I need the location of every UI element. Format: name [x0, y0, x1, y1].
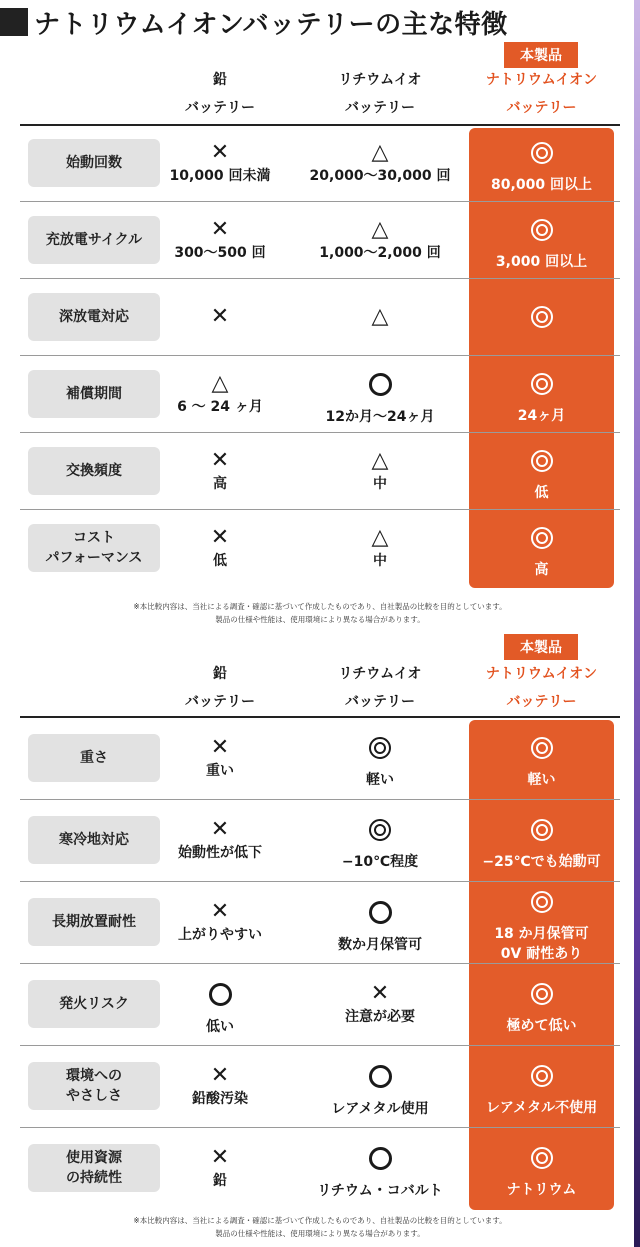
double-circle-mark-icon — [469, 304, 614, 339]
footnote-2-line1: ※本比較内容は、当社による調査・確認に基づいて作成したものであり、自社製品の比較を目的としています。 — [133, 1216, 507, 1225]
cell-value: 注意が必要 — [345, 1009, 415, 1025]
cell-lead — [150, 304, 290, 330]
cell-value: レアメタル使用 — [331, 1101, 429, 1117]
cell-sodium — [469, 1145, 614, 1200]
cell-lead — [150, 735, 290, 781]
cell-sodium — [469, 371, 614, 426]
cell-value: 中 — [373, 552, 387, 569]
footnote-2 — [0, 1214, 640, 1240]
cell-lithium — [300, 981, 460, 1027]
header-lithium-line1: リチウムイオ — [338, 72, 422, 88]
table-row — [20, 278, 620, 355]
cell-lithium — [300, 735, 460, 790]
header-lithium-line2: バッテリー — [345, 100, 415, 116]
cell-sodium — [469, 448, 614, 503]
cell-lead — [150, 1145, 290, 1191]
table-row — [20, 1045, 620, 1127]
double-circle-mark-icon — [469, 140, 614, 175]
header-sodium — [469, 66, 614, 122]
table-row — [20, 432, 620, 509]
cell-lithium — [300, 304, 460, 330]
cell-lithium — [300, 448, 460, 494]
cell-lithium — [300, 817, 460, 872]
header-lithium-line1: リチウムイオ — [338, 666, 422, 682]
table-row — [20, 717, 620, 799]
page-title-text: ナトリウムイオンバッテリーの主な特徴 — [34, 9, 508, 40]
table-row — [20, 799, 620, 881]
double-circle-mark-icon — [300, 817, 460, 852]
cell-lead — [150, 140, 290, 186]
cell-sodium — [469, 1063, 614, 1118]
table-row — [20, 509, 620, 586]
comparison-section-2 — [0, 634, 640, 1247]
table-row — [20, 1127, 620, 1209]
cell-value: −25℃でも始動可 — [482, 854, 601, 870]
row-label: 寒冷地対応 — [28, 816, 160, 864]
double-circle-mark-icon — [469, 448, 614, 483]
cell-value: 上がりやすい — [178, 927, 262, 943]
cell-sodium — [469, 140, 614, 195]
row-label: 始動回数 — [28, 139, 160, 187]
header-sodium-line1: ナトリウムイオン — [485, 666, 598, 682]
cell-lithium — [300, 1145, 460, 1201]
circle-mark-icon — [150, 981, 290, 1017]
cell-value: 重い — [206, 763, 234, 779]
table-row — [20, 201, 620, 278]
double-circle-mark-icon — [469, 217, 614, 252]
row-label: 交換頻度 — [28, 447, 160, 495]
cell-lithium — [300, 217, 460, 263]
header-lithium — [300, 660, 460, 716]
cell-sodium — [469, 525, 614, 580]
header-sodium-line1: ナトリウムイオン — [485, 72, 598, 88]
double-circle-mark-icon — [300, 735, 460, 770]
cell-value: 鉛 — [213, 1173, 227, 1189]
row-label: 長期放置耐性 — [28, 898, 160, 946]
cell-value: 300〜500 回 — [174, 244, 266, 261]
cross-mark-icon: ✕ — [210, 817, 230, 842]
product-badge: 本製品 — [504, 42, 578, 68]
table-row — [20, 124, 620, 201]
row-label: 充放電サイクル — [28, 216, 160, 264]
cell-lithium — [300, 1063, 460, 1119]
cross-mark-icon: ✕ — [210, 216, 230, 242]
cell-value: 3,000 回以上 — [495, 253, 588, 270]
cell-lead — [150, 448, 290, 494]
table-row — [20, 963, 620, 1045]
header-sodium — [469, 660, 614, 716]
cell-value: 低 — [534, 484, 549, 501]
cross-mark-icon: ✕ — [210, 303, 230, 329]
cell-value: −10℃程度 — [341, 854, 419, 870]
header-lithium-line2: バッテリー — [345, 694, 415, 710]
row-label: コスト パフォーマンス — [28, 524, 160, 572]
header-lead-line1: 鉛 — [213, 666, 227, 682]
cell-lithium — [300, 371, 460, 427]
cross-mark-icon: ✕ — [210, 1145, 230, 1170]
cell-value: 始動性が低下 — [178, 845, 262, 861]
cell-lead — [150, 899, 290, 945]
cell-value: 12か月〜24ヶ月 — [325, 408, 435, 425]
cross-mark-icon: ✕ — [210, 1063, 230, 1088]
cell-value: レアメタル不使用 — [485, 1100, 598, 1116]
product-badge: 本製品 — [504, 634, 578, 660]
cell-value: 数か月保管可 — [338, 937, 422, 953]
cell-value: 20,000〜30,000 回 — [309, 167, 451, 184]
cell-value: 低 — [213, 552, 227, 569]
cell-value: 低い — [206, 1019, 234, 1035]
cell-value: 極めて低い — [506, 1018, 577, 1034]
cell-sodium — [469, 304, 614, 339]
cell-lead — [150, 371, 290, 417]
footnote-2-line2: 製品の仕様や性能は、使用環境により異なる場合があります。 — [215, 1229, 425, 1238]
cell-value: リチウム・コバルト — [317, 1183, 443, 1199]
circle-mark-icon — [300, 371, 460, 407]
cross-mark-icon: ✕ — [370, 981, 390, 1006]
cell-lead — [150, 1063, 290, 1109]
double-circle-mark-icon — [469, 1145, 614, 1180]
circle-mark-icon — [300, 899, 460, 935]
header-sodium-line2: バッテリー — [506, 694, 577, 710]
cross-mark-icon: ✕ — [210, 899, 230, 924]
cell-lead — [150, 817, 290, 863]
cell-value: 24ヶ月 — [517, 407, 566, 424]
cell-sodium — [469, 735, 614, 790]
triangle-mark-icon: △ — [371, 216, 389, 242]
cell-value: 10,000 回未満 — [169, 167, 271, 184]
cell-lead — [150, 981, 290, 1037]
row-label: 環境への やさしさ — [28, 1062, 160, 1110]
cell-value: 18 か月保管可 0V 耐性あり — [494, 926, 589, 962]
cross-mark-icon: ✕ — [210, 447, 230, 473]
header-sodium-line2: バッテリー — [506, 100, 577, 116]
cell-lithium — [300, 899, 460, 955]
double-circle-mark-icon — [469, 371, 614, 406]
table-row — [20, 881, 620, 963]
cell-value: 1,000〜2,000 回 — [319, 244, 441, 261]
double-circle-mark-icon — [469, 981, 614, 1016]
cell-value: 高 — [534, 561, 549, 578]
cell-sodium — [469, 817, 614, 872]
cell-sodium — [469, 217, 614, 272]
cell-value: 鉛酸汚染 — [192, 1091, 248, 1107]
cell-value: 高 — [213, 475, 227, 492]
header-lithium — [300, 66, 460, 122]
triangle-mark-icon: △ — [371, 524, 389, 550]
header-lead-line2: バッテリー — [185, 100, 255, 116]
cell-value: 軽い — [366, 772, 394, 788]
cell-value: ナトリウム — [506, 1182, 577, 1198]
cell-value: 6 〜 24 ヶ月 — [177, 398, 263, 415]
triangle-mark-icon: △ — [371, 447, 389, 473]
cross-mark-icon: ✕ — [210, 735, 230, 760]
double-circle-mark-icon — [469, 817, 614, 852]
cell-value: 80,000 回以上 — [491, 176, 592, 193]
cross-mark-icon: ✕ — [210, 139, 230, 165]
cell-value: 軽い — [527, 772, 556, 788]
circle-mark-icon — [300, 1063, 460, 1099]
cell-lithium — [300, 140, 460, 186]
cell-sodium — [469, 981, 614, 1036]
cell-lead — [150, 525, 290, 571]
footnote-1 — [0, 600, 640, 626]
row-label: 発火リスク — [28, 980, 160, 1028]
cell-lead — [150, 217, 290, 263]
cell-value: 中 — [373, 475, 387, 492]
row-label: 重さ — [28, 734, 160, 782]
cell-sodium — [469, 889, 614, 964]
double-circle-mark-icon — [469, 889, 614, 924]
footnote-1-line2: 製品の仕様や性能は、使用環境により異なる場合があります。 — [215, 615, 425, 624]
double-circle-mark-icon — [469, 735, 614, 770]
header-lead-line2: バッテリー — [185, 694, 255, 710]
triangle-mark-icon: △ — [371, 139, 389, 165]
triangle-mark-icon: △ — [211, 370, 229, 396]
header-lead-line1: 鉛 — [213, 72, 227, 88]
circle-mark-icon — [300, 1145, 460, 1181]
cross-mark-icon: ✕ — [210, 524, 230, 550]
header-lead — [150, 660, 290, 716]
row-label: 補償期間 — [28, 370, 160, 418]
row-label: 深放電対応 — [28, 293, 160, 341]
double-circle-mark-icon — [469, 1063, 614, 1098]
table-row — [20, 355, 620, 432]
header-lead — [150, 66, 290, 122]
double-circle-mark-icon — [469, 525, 614, 560]
cell-lithium — [300, 525, 460, 571]
row-label: 使用資源 の持続性 — [28, 1144, 160, 1192]
triangle-mark-icon: △ — [371, 303, 389, 329]
footnote-1-line1: ※本比較内容は、当社による調査・確認に基づいて作成したものであり、自社製品の比較を目的としています。 — [133, 602, 507, 611]
